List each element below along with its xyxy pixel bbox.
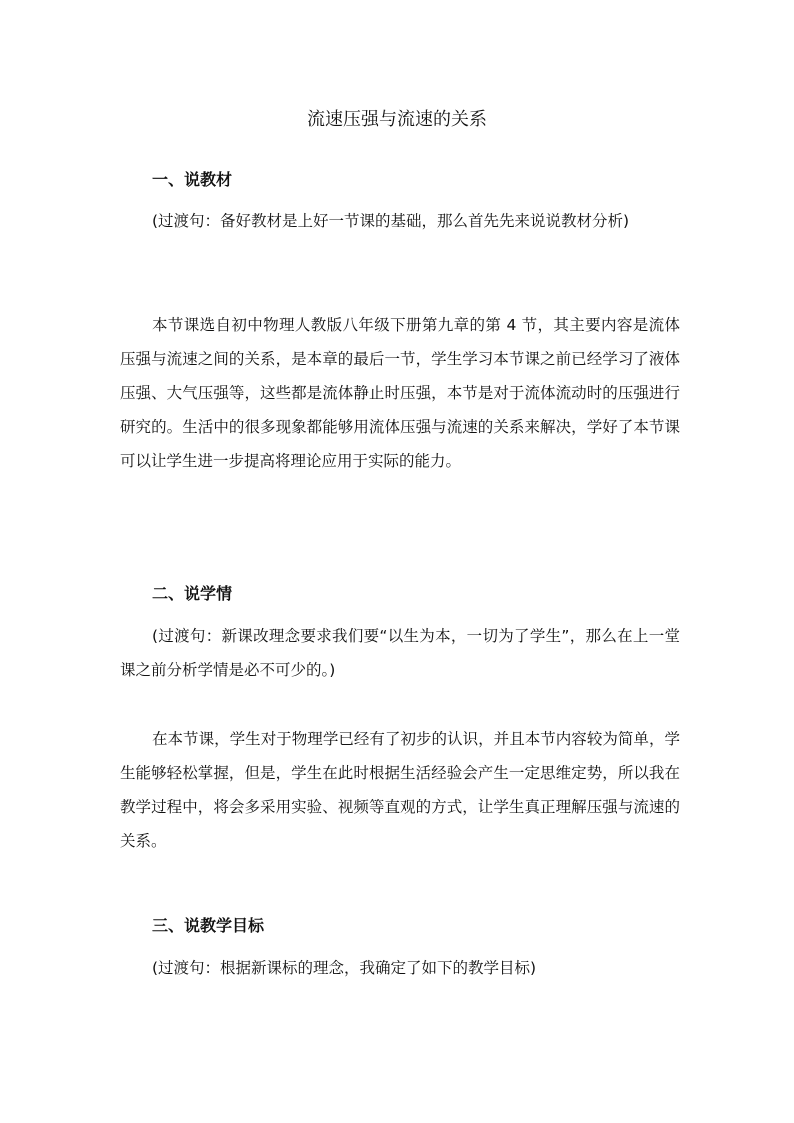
section-transition-textbook: (过渡句：备好教材是上好一节课的基础，那么首先先来说说教材分析) — [152, 212, 630, 230]
section-heading-textbook: 一、说教材 — [152, 170, 233, 189]
section-heading-students: 二、说学情 — [152, 584, 233, 603]
section-transition-students: (过渡句：新课改理念要求我们要“以生为本，一切为了学生”，那么在上一堂课之前分析学情是必不可少的。) — [120, 627, 680, 679]
section-body-students: 在本节课，学生对于物理学已经有了初步的认识，并且本节内容较为简单，学生能够轻松掌握，但是，学生在此时根据生活经验会产生一定思维定势，所以我在教学过程中，将会多采用实验、视频等直观的方式，让学生真正理解压强与流速的关系。 — [120, 730, 680, 850]
document-title: 流速压强与流速的关系 — [307, 109, 487, 130]
section-body-textbook: 本节课选自初中物理人教版八年级下册第九章的第 4 节，其主要内容是流体压强与流速之间的关系，是本章的最后一节，学生学习本节课之前已经学习了液体压强、大气压强等，这些都是流体静止时压强，本节是对于流体流动时的压强进行研究的。生活中的很多现象都能够用流体压强与流速的关系来解决，学好了本节课可以让学生进一步提高将理论应用于实际的能力。 — [120, 316, 680, 470]
section-transition-objectives: (过渡句：根据新课标的理念，我确定了如下的教学目标) — [152, 959, 537, 977]
section-heading-objectives: 三、说教学目标 — [152, 916, 265, 935]
